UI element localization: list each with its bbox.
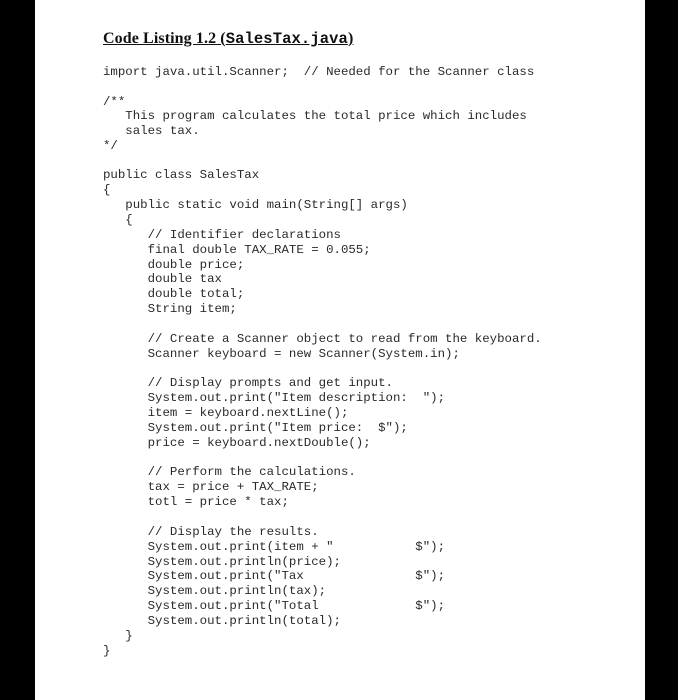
code-line: final double TAX_RATE = 0.055;	[103, 243, 371, 257]
listing-title-suffix: )	[347, 30, 354, 47]
code-line: System.out.println(tax);	[103, 584, 327, 598]
code-line: double tax	[103, 272, 222, 286]
code-line: */	[103, 139, 118, 153]
code-line: double total;	[103, 287, 245, 301]
code-line: double price;	[103, 258, 245, 272]
code-line: /**	[103, 95, 126, 109]
code-line: System.out.println(total);	[103, 614, 341, 628]
document-page	[35, 0, 645, 700]
code-line: Scanner keyboard = new Scanner(System.in);	[103, 347, 460, 361]
code-line: totl = price * tax;	[103, 495, 289, 509]
code-line: item = keyboard.nextLine();	[103, 406, 349, 420]
code-line: // Identifier declarations	[103, 228, 341, 242]
code-line: import java.util.Scanner; // Needed for the Scanner class	[103, 65, 535, 79]
code-line: // Display the results.	[103, 525, 319, 539]
code-line: // Display prompts and get input.	[103, 376, 393, 390]
code-line: // Perform the calculations.	[103, 465, 356, 479]
code-line: {	[103, 213, 133, 227]
code-line: String item;	[103, 302, 237, 316]
code-line: System.out.print("Total $");	[103, 599, 446, 613]
code-line: System.out.print("Item price: $");	[103, 421, 408, 435]
code-line: tax = price + TAX_RATE;	[103, 480, 319, 494]
code-line: }	[103, 629, 133, 643]
code-line: {	[103, 183, 111, 197]
code-line: public static void main(String[] args)	[103, 198, 408, 212]
code-line: public class SalesTax	[103, 168, 260, 182]
code-line: }	[103, 644, 111, 658]
code-line: price = keyboard.nextDouble();	[103, 436, 371, 450]
listing-title-filename: SalesTax.java	[225, 30, 348, 48]
code-line: // Create a Scanner object to read from the keyboard.	[103, 332, 542, 346]
code-line: System.out.print("Tax $");	[103, 569, 446, 583]
code-line: System.out.println(price);	[103, 555, 341, 569]
code-line: System.out.print("Item description: ");	[103, 391, 446, 405]
listing-title-prefix: Code Listing 1.2 (	[103, 30, 226, 47]
code-line: System.out.print(item + " $");	[103, 540, 446, 554]
listing-title	[103, 30, 353, 48]
code-line: This program calculates the total price which includes	[103, 109, 527, 123]
code-line: sales tax.	[103, 124, 200, 138]
